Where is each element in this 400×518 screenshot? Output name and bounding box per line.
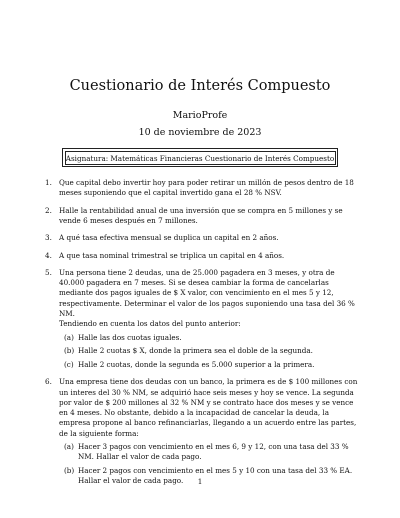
question-text: A que tasa nominal trimestral se triplica un capital en 4 años. — [59, 250, 285, 260]
question-6 — [45, 377, 359, 486]
subquestion-c — [59, 360, 359, 370]
question-1 — [45, 178, 359, 198]
subquestion-text: Halle 2 cuotas $ X, donde la primera sea el doble de la segunda. — [78, 346, 313, 356]
subquestion-text: Hacer 3 pagos con vencimiento en el mes 6, 9 y 12, con una tasa del 33 % NM. Hallar el valor de cada pago. — [78, 442, 349, 462]
subquestion-text: Halle las dos cuotas iguales. — [78, 332, 182, 342]
question-number: 2. — [45, 205, 52, 215]
subject-text: Asignatura: Matemáticas Financieras Cuestionario de Interés Compuesto — [65, 151, 336, 165]
subquestion-label: (b) — [64, 346, 75, 356]
question-5 — [45, 268, 359, 370]
subquestion-label: (b) — [64, 466, 75, 476]
question-text: Una empresa tiene dos deudas con un banco, la primera es de $ 100 millones con un interes del 30 % NM, se adquirió hace seis meses y hoy se vence. La segunda por valor de $ 200 millones al 32 % NM y se contrato hace dos meses y se vence en 4 meses. No obstante, debido a la incapacidad de cancelar la deuda, la empresa propone al banco refinanciarlas, llegando a un acuerdo entre las partes, de la siguiente forma: — [59, 377, 358, 438]
question-number: 5. — [45, 267, 52, 277]
question-number: 4. — [45, 250, 52, 260]
subquestion-a — [59, 442, 359, 462]
question-2 — [45, 206, 359, 226]
question-text: Halle la rentabilidad anual de una inversión que se compra en 5 millones y se vende 6 meses después en 7 millones. — [59, 205, 343, 225]
question-number: 1. — [45, 178, 52, 187]
subquestion-label: (a) — [64, 442, 74, 452]
question-3 — [45, 233, 359, 243]
subquestion-label: (c) — [64, 360, 74, 370]
subquestion-a — [59, 333, 359, 343]
subquestion-text: Halle 2 cuotas, donde la segunda es 5.000 superior a la primera. — [78, 360, 315, 370]
question-text: Una persona tiene 2 deudas, una de 25.000 pagadera en 3 meses, y otra de 40.000 pagadera en 7 meses. Si se desea cambiar la forma de cancelarlas mediante dos pagos iguales de $ X valor, con vencimiento en el mes 5 y 12, respectivamente. Determinar el valor de los pagos suponiendo una tasa del 36 % NM. — [59, 267, 355, 318]
question-number: 6. — [45, 377, 52, 387]
subquestion-b — [59, 346, 359, 356]
document-title: Cuestionario de Interés Compuesto — [69, 78, 331, 94]
document-date: 10 de noviembre de 2023 — [138, 127, 262, 138]
subquestion-label: (a) — [64, 332, 74, 342]
document-author: MarioProfe — [172, 110, 228, 121]
question-text: Que capital debo invertir hoy para poder retirar un millón de pesos dentro de 18 meses suponiendo que el capital invertido gana el 28 % NSV. — [59, 178, 354, 198]
page-number: 1 — [197, 477, 203, 486]
subject-box — [62, 148, 338, 167]
subquestion-text: Hacer 2 pagos con vencimiento en el mes 5 y 10 con una tasa del 33 % EA. Hallar el valor de cada pago. — [78, 466, 353, 486]
question-number: 3. — [45, 233, 52, 243]
question-followup-text: Tendiendo en cuenta los datos del punto anterior: — [59, 318, 241, 328]
question-list — [45, 178, 359, 494]
question-4 — [45, 251, 359, 261]
question-text: A qué tasa efectiva mensual se duplica un capital en 2 años. — [59, 233, 279, 243]
